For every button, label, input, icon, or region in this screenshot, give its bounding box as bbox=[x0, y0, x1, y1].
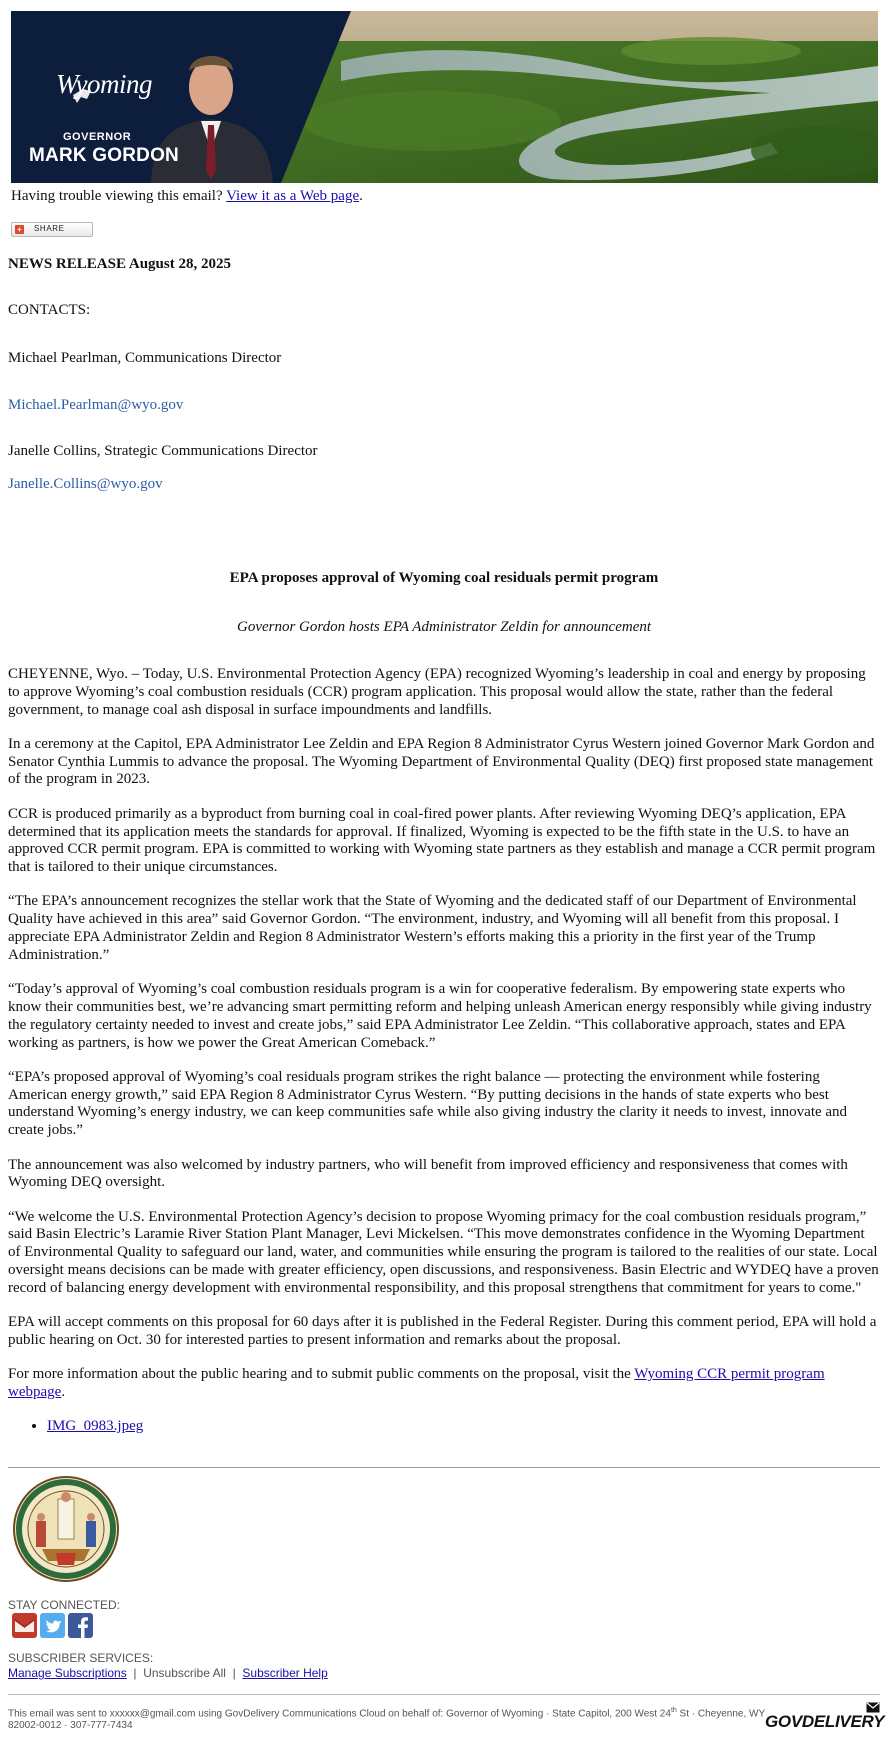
paragraph-more-info bbox=[8, 1366, 880, 1402]
contact-1-email[interactable]: Michael.Pearlman@wyo.gov bbox=[8, 397, 184, 413]
paragraph: EPA will accept comments on this proposal for 60 days after it is published in the Federal Register. During this comment period, EPA will hold a public hearing on Oct. 30 for interested parties to present information and remarks about the proposal. bbox=[8, 1314, 877, 1348]
paragraph: “EPA’s proposed approval of Wyoming’s coal residuals program strikes the right balance — protecting the environment while fostering American energy growth,” said EPA Region 8 Administrator Cyrus Western. “By putting decisions in the hands of state experts who best understand Wyoming’s energy industry, we can keep communities safe while also giving industry the clarity it needs to invest, innovate and create jobs.” bbox=[8, 1068, 848, 1139]
subscriber-links bbox=[8, 1666, 328, 1680]
footer-divider bbox=[8, 1694, 880, 1695]
paragraph: “We welcome the U.S. Environmental Protection Agency’s decision to propose Wyoming primacy for the coal combustion residuals program,” said Basin Electric’s Laramie River Station Plant Manager, Levi Mickelsen. “This move demonstrates confidence in the Wyoming Department of Environmental Quality to safeguard our land, water, and communities while ensuring the program is tailored to the realities of our state. Local oversight means decisions can be made with greater efficiency, open discussions, and responsiveness. Basin Electric and WYDEQ have a proven record of balancing energy development with environmental responsibility, and this proposal strengthens that commitment for years to come." bbox=[8, 1208, 879, 1296]
email-icon[interactable] bbox=[12, 1613, 37, 1638]
paragraph: In a ceremony at the Capitol, EPA Administrator Lee Zeldin and EPA Region 8 Administrator Cyrus Western joined Governor Mark Gordon and Senator Cynthia Lummis to advance the proposal. The Wyoming Department of Environmental Quality (DEQ) first proposed state management of the program in 2023. bbox=[8, 735, 875, 788]
attachment-item bbox=[47, 1418, 880, 1436]
governor-name: MARK GORDON bbox=[29, 145, 179, 166]
contact-1-name: Michael Pearlman, Communications Director bbox=[8, 350, 282, 366]
share-label: SHARE bbox=[34, 224, 65, 233]
paragraph: “Today’s approval of Wyoming’s coal combustion residuals program is a win for cooperative federalism. By empowering state experts who know their communities best, we’re advancing smart permitting reform and helping unleash American energy responsibly while giving industry the regulatory certainty needed to invest and create jobs,” said EPA Administrator Lee Zeldin. “This collaborative approach, states and EPA working as partners, is how we power the Great American Comeback.” bbox=[8, 981, 872, 1051]
subscriber-services-label: SUBSCRIBER SERVICES: bbox=[8, 1651, 154, 1665]
footer-line1: This email was sent to xxxxxx@gmail.com using GovDelivery Communications Cloud on behalf of: Governor of Wyoming · State Capitol, 200 West 24 bbox=[8, 1708, 671, 1720]
ccr-webpage-link[interactable]: Wyoming CCR permit program webpage bbox=[8, 1366, 825, 1400]
unsubscribe-all-text: Unsubscribe All bbox=[143, 1666, 226, 1680]
footer-line2: 82002-0012 · 307-777-7434 bbox=[8, 1720, 133, 1732]
plus-icon: + bbox=[15, 225, 24, 234]
state-seal-icon bbox=[12, 1475, 120, 1583]
more-info-text: For more information about the public hearing and to submit public comments on the proposal, visit the bbox=[8, 1366, 635, 1383]
subscriber-help-link[interactable]: Subscriber Help bbox=[242, 1666, 328, 1680]
separator: | bbox=[133, 1666, 137, 1680]
headline: EPA proposes approval of Wyoming coal residuals permit program bbox=[229, 570, 659, 586]
contact-2-name: Janelle Collins, Strategic Communications Director bbox=[8, 443, 318, 459]
paragraph: “The EPA’s announcement recognizes the stellar work that the State of Wyoming and the dedicated staff of our Department of Environmental Quality have achieved in this area” said Governor Gordon. “The environment, industry, and Wyoming will all benefit from this proposal. I appreciate EPA Administrator Zeldin and Region 8 Administrator Western’s efforts making this a priority in the first year of the Trump Administration.” bbox=[8, 893, 857, 963]
paragraph: CCR is produced primarily as a byproduct from burning coal in coal-fired power plants. After reviewing Wyoming DEQ’s application, EPA determined that its application meets the standards for approval. If finalized, Wyoming is expected to be the fifth state in the U.S. to have an approved CCR permit program. EPA is committed to working with Wyoming state partners as they establish and manage a CCR permit program that is tailored to their unique circumstances. bbox=[8, 805, 876, 876]
governor-label: GOVERNOR bbox=[63, 131, 132, 143]
header-banner bbox=[11, 11, 878, 183]
footer-text bbox=[8, 1705, 768, 1732]
view-web-page-link[interactable]: View it as a Web page bbox=[226, 188, 360, 204]
paragraph: CHEYENNE, Wyo. – Today, U.S. Environmental Protection Agency (EPA) recognized Wyoming’s leadership in coal and energy by proposing to approve Wyoming’s coal combustion residuals (CCR) program application. This proposal would allow the state, rather than the federal government, to manage coal ash disposal in surface impoundments and landfills. bbox=[8, 666, 866, 718]
manage-subscriptions-link[interactable]: Manage Subscriptions bbox=[8, 1666, 127, 1680]
contact-2-email[interactable]: Janelle.Collins@wyo.gov bbox=[8, 476, 163, 492]
twitter-icon[interactable] bbox=[40, 1613, 65, 1638]
share-button[interactable] bbox=[11, 222, 93, 237]
stay-connected-label: STAY CONNECTED: bbox=[8, 1598, 121, 1612]
subheadline: Governor Gordon hosts EPA Administrator Zeldin for announcement bbox=[236, 619, 652, 635]
attachment-list bbox=[8, 1418, 880, 1436]
envelope-icon bbox=[866, 1702, 880, 1713]
separator: | bbox=[232, 1666, 236, 1680]
contacts-label: CONTACTS: bbox=[8, 302, 91, 318]
govdelivery-logo: GOVDELIVERY bbox=[765, 1712, 885, 1731]
trouble-period: . bbox=[359, 188, 363, 204]
footer-sup: th bbox=[670, 1707, 677, 1714]
article-body bbox=[8, 666, 880, 1436]
view-trouble-line bbox=[11, 188, 363, 205]
wyoming-logo-script: Wyoming bbox=[56, 69, 152, 99]
facebook-icon[interactable] bbox=[68, 1613, 93, 1638]
divider bbox=[8, 1467, 880, 1468]
trouble-text: Having trouble viewing this email? bbox=[11, 188, 227, 204]
attachment-link[interactable]: IMG_0983.jpeg bbox=[47, 1418, 144, 1435]
paragraph: The announcement was also welcomed by industry partners, who will benefit from improved efficiency and responsiveness that comes with Wyoming DEQ oversight. bbox=[8, 1156, 848, 1191]
more-info-period: . bbox=[61, 1384, 66, 1400]
news-release-date: NEWS RELEASE August 28, 2025 bbox=[8, 256, 231, 272]
footer-line1-end: St · Cheyenne, WY bbox=[676, 1708, 766, 1720]
